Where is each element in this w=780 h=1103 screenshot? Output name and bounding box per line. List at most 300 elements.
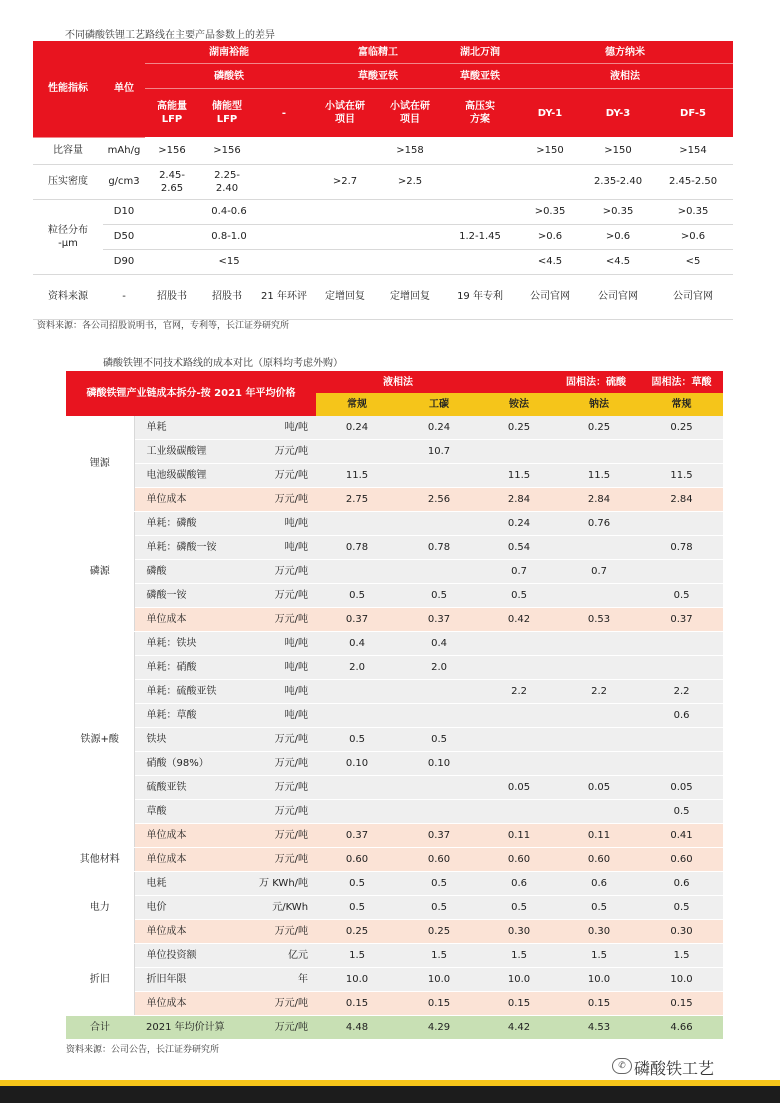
section-dep: 折旧 [66, 944, 134, 1016]
cell: >150 [517, 137, 583, 164]
row-unit: 万元/吨 [234, 560, 316, 584]
row-label: 单位成本 [134, 608, 234, 632]
group-liquid: 液相法 [316, 371, 480, 393]
cell: >0.6 [517, 224, 583, 249]
company-defang: 德方纳米 [517, 41, 733, 64]
cell: 粒径分布 -μm [33, 199, 103, 274]
row-unit: 亿元 [234, 944, 316, 968]
hdr-unit: 单位 [103, 41, 145, 137]
watermark: 磷酸铁工艺 [634, 1059, 715, 1078]
row-value [640, 752, 723, 776]
cell: >150 [583, 137, 653, 164]
row-value: 10.0 [316, 968, 398, 992]
cell: >156 [145, 137, 199, 164]
process-1: 磷酸铁 [145, 64, 313, 89]
row-value [558, 800, 640, 824]
row-unit: 吨/吨 [234, 512, 316, 536]
row-value [480, 752, 558, 776]
row-unit: 吨/吨 [234, 680, 316, 704]
row-value: 0.5 [316, 584, 398, 608]
row-value: 0.37 [398, 824, 480, 848]
cell: <15 [145, 249, 313, 274]
row-label: 工业级碳酸锂 [134, 440, 234, 464]
cell: 2.45-2.50 [653, 164, 733, 199]
row-label: 单耗：磷酸一铵 [134, 536, 234, 560]
cost-row [66, 632, 723, 656]
cell: <4.5 [517, 249, 583, 274]
row-value: 0.25 [480, 416, 558, 440]
row-value: 0.24 [480, 512, 558, 536]
cell: 2.45- 2.65 [145, 164, 199, 199]
process-2: 草酸亚铁 [313, 64, 443, 89]
cost-row [66, 584, 723, 608]
row-value [558, 536, 640, 560]
row-unit: 万元/吨 [234, 776, 316, 800]
row-d50 [33, 224, 733, 249]
row-unit: 万元/吨 [234, 824, 316, 848]
row-d10 [33, 199, 733, 224]
row-value: 0.6 [558, 872, 640, 896]
group-solid-oxalate: 固相法：草酸 [640, 371, 723, 393]
process-3: 草酸亚铁 [443, 64, 517, 89]
row-value: 2.2 [480, 680, 558, 704]
cell: 1.2-1.45 [443, 224, 517, 249]
row-value: 0.37 [640, 608, 723, 632]
row-unit: 万元/吨 [234, 584, 316, 608]
cost-row [66, 944, 723, 968]
cell: D10 [103, 199, 145, 224]
row-label: 单位成本 [134, 824, 234, 848]
product-6: 高压实 方案 [443, 89, 517, 138]
row-value: 0.5 [640, 800, 723, 824]
cost-row [66, 440, 723, 464]
table2-caption: 磷酸铁锂不同技术路线的成本对比（原料均考虑外购） [103, 358, 343, 369]
company-fulin: 富临精工 [313, 41, 443, 64]
row-value [640, 632, 723, 656]
cell: 公司官网 [583, 274, 653, 319]
row-value: 0.30 [640, 920, 723, 944]
row-label: 单耗：铁块 [134, 632, 234, 656]
row-unit: 吨/吨 [234, 536, 316, 560]
cost-row [66, 896, 723, 920]
row-value: 1.5 [558, 944, 640, 968]
row-value [480, 728, 558, 752]
row-value: 11.5 [316, 464, 398, 488]
row-value: 0.05 [480, 776, 558, 800]
cell: >0.35 [653, 199, 733, 224]
cell: 0.8-1.0 [145, 224, 313, 249]
table1-caption: 不同磷酸铁锂工艺路线在主要产品参数上的差异 [65, 30, 275, 41]
row-value: 0.15 [558, 992, 640, 1016]
cell: >0.35 [517, 199, 583, 224]
product-5: 小试在研 项目 [377, 89, 443, 138]
cost-row [66, 848, 723, 872]
row-label: 电耗 [134, 872, 234, 896]
row-label: 草酸 [134, 800, 234, 824]
route-2: 工碳 [398, 393, 480, 416]
cell: 0.4-0.6 [145, 199, 313, 224]
row-value: 2.0 [398, 656, 480, 680]
row-unit: 吨/吨 [234, 632, 316, 656]
row-value: 0.41 [640, 824, 723, 848]
total-value: 4.48 [316, 1016, 398, 1040]
cell: <4.5 [583, 249, 653, 274]
row-value: 0.78 [640, 536, 723, 560]
cost-table [66, 371, 723, 1039]
row-value: 0.5 [316, 896, 398, 920]
cell: D90 [103, 249, 145, 274]
cell: 定增回复 [313, 274, 377, 319]
row-unit: 万元/吨 [234, 488, 316, 512]
cell: 公司官网 [517, 274, 583, 319]
row-unit: 万元/吨 [234, 992, 316, 1016]
cell: g/cm3 [103, 164, 145, 199]
product-1: 高能量 LFP [145, 89, 199, 138]
row-unit: 元/KWh [234, 896, 316, 920]
route-5: 常规 [640, 393, 723, 416]
row-value: 0.6 [640, 872, 723, 896]
row-value [398, 680, 480, 704]
row-value: 0.53 [558, 608, 640, 632]
cost-row [66, 512, 723, 536]
row-value [316, 680, 398, 704]
route-1: 常规 [316, 393, 398, 416]
cell: 2.35-2.40 [583, 164, 653, 199]
row-unit: 万元/吨 [234, 728, 316, 752]
row-value: 0.7 [558, 560, 640, 584]
section-power: 电力 [66, 872, 134, 944]
row-value: 0.15 [480, 992, 558, 1016]
row-value [316, 512, 398, 536]
cost-row [66, 872, 723, 896]
row-value: 11.5 [640, 464, 723, 488]
cell: >154 [653, 137, 733, 164]
row-label: 单位成本 [134, 848, 234, 872]
row-value: 0.5 [398, 728, 480, 752]
row-value: 0.76 [558, 512, 640, 536]
wechat-icon: ✆ [612, 1058, 632, 1074]
row-unit: 万元/吨 [234, 464, 316, 488]
row-value [640, 440, 723, 464]
row-value: 11.5 [558, 464, 640, 488]
cost-row [66, 824, 723, 848]
row-value: 0.5 [398, 872, 480, 896]
row-label: 硫酸亚铁 [134, 776, 234, 800]
product-2: 储能型 LFP [199, 89, 255, 138]
row-value: 2.2 [558, 680, 640, 704]
row-unit: 吨/吨 [234, 656, 316, 680]
cell: 比容量 [33, 137, 103, 164]
row-value: 0.60 [398, 848, 480, 872]
table1-source: 资料来源：各公司招股说明书，官网，专利等，长江证券研究所 [37, 321, 290, 331]
row-unit: 万 KWh/吨 [234, 872, 316, 896]
row-label: 单耗：硫酸亚铁 [134, 680, 234, 704]
cell: 21 年环评 [255, 274, 313, 319]
row-value [316, 440, 398, 464]
row-value [558, 704, 640, 728]
row-value: 0.25 [316, 920, 398, 944]
row-value [398, 512, 480, 536]
cell: 招股书 [145, 274, 199, 319]
row-label: 单耗：草酸 [134, 704, 234, 728]
total-value: 4.42 [480, 1016, 558, 1040]
table2-title: 磷酸铁锂产业链成本拆分-按 2021 年平均价格 [66, 371, 316, 416]
row-value [480, 800, 558, 824]
row-value: 2.0 [316, 656, 398, 680]
cell: >0.6 [583, 224, 653, 249]
cell: D50 [103, 224, 145, 249]
cost-row [66, 728, 723, 752]
row-unit: 万元/吨 [234, 440, 316, 464]
cell: mAh/g [103, 137, 145, 164]
row-value: 0.05 [558, 776, 640, 800]
row-value: 2.2 [640, 680, 723, 704]
cost-row [66, 752, 723, 776]
row-value [480, 632, 558, 656]
row-label: 磷酸一铵 [134, 584, 234, 608]
cell: >158 [377, 137, 443, 164]
row-value [398, 560, 480, 584]
row-value [640, 728, 723, 752]
row-value: 0.25 [558, 416, 640, 440]
row-value: 0.6 [640, 704, 723, 728]
product-8: DY-3 [583, 89, 653, 138]
row-value: 0.15 [398, 992, 480, 1016]
row-value: 1.5 [398, 944, 480, 968]
total-label: 2021 年均价计算 [134, 1016, 234, 1040]
row-value [316, 776, 398, 800]
cost-row [66, 560, 723, 584]
section-p: 磷源 [66, 512, 134, 632]
group-solid-sulfate: 固相法：硫酸 [480, 371, 640, 393]
row-value: 0.15 [316, 992, 398, 1016]
cell: >0.35 [583, 199, 653, 224]
row-value [640, 560, 723, 584]
section-other: 其他材料 [66, 848, 134, 872]
process-4: 液相法 [517, 64, 733, 89]
row-value: 0.5 [398, 584, 480, 608]
row-value: 10.0 [558, 968, 640, 992]
total-value: 4.29 [398, 1016, 480, 1040]
cost-row [66, 680, 723, 704]
row-label: 单耗 [134, 416, 234, 440]
row-value: 1.5 [480, 944, 558, 968]
section-fe: 铁源+酸 [66, 632, 134, 848]
row-value [398, 704, 480, 728]
cell: 定增回复 [377, 274, 443, 319]
row-value: 0.5 [316, 872, 398, 896]
row-label: 单位投资额 [134, 944, 234, 968]
row-unit: 万元/吨 [234, 848, 316, 872]
row-value [558, 656, 640, 680]
cost-row [66, 704, 723, 728]
row-value: 0.11 [558, 824, 640, 848]
row-value: 0.10 [398, 752, 480, 776]
row-value: 0.6 [480, 872, 558, 896]
row-value: 0.30 [480, 920, 558, 944]
product-3: - [255, 89, 313, 138]
row-density [33, 164, 733, 199]
row-value: 0.11 [480, 824, 558, 848]
row-label: 电池级碳酸锂 [134, 464, 234, 488]
row-unit: 吨/吨 [234, 416, 316, 440]
row-value: 0.5 [640, 896, 723, 920]
cost-row [66, 656, 723, 680]
cell: 2.25- 2.40 [199, 164, 255, 199]
cell: >2.7 [313, 164, 377, 199]
product-7: DY-1 [517, 89, 583, 138]
row-value: 1.5 [316, 944, 398, 968]
product-4: 小试在研 项目 [313, 89, 377, 138]
row-unit: 万元/吨 [234, 920, 316, 944]
cell: 招股书 [199, 274, 255, 319]
row-value: 0.5 [558, 896, 640, 920]
route-3: 铵法 [480, 393, 558, 416]
row-value: 0.05 [640, 776, 723, 800]
company-hunan-yuneng: 湖南裕能 [145, 41, 313, 64]
cell: <5 [653, 249, 733, 274]
row-value [398, 464, 480, 488]
row-value: 0.60 [640, 848, 723, 872]
total-value: 4.66 [640, 1016, 723, 1040]
row-capacity [33, 137, 733, 164]
row-value: 0.25 [640, 416, 723, 440]
row-unit: 万元/吨 [234, 752, 316, 776]
row-unit: 万元/吨 [234, 800, 316, 824]
row-label: 铁块 [134, 728, 234, 752]
total-value: 4.53 [558, 1016, 640, 1040]
row-label: 磷酸 [134, 560, 234, 584]
cost-row [66, 416, 723, 440]
row-value [558, 752, 640, 776]
cost-row [66, 608, 723, 632]
row-value: 0.37 [316, 608, 398, 632]
row-value: 0.42 [480, 608, 558, 632]
row-value [398, 800, 480, 824]
row-unit: 年 [234, 968, 316, 992]
cost-row [66, 992, 723, 1016]
row-value [316, 704, 398, 728]
row-value: 0.78 [398, 536, 480, 560]
row-value: 0.24 [316, 416, 398, 440]
row-value: 0.25 [398, 920, 480, 944]
row-value: 10.0 [398, 968, 480, 992]
cell: >2.5 [377, 164, 443, 199]
row-value [316, 560, 398, 584]
row-label: 单耗：硝酸 [134, 656, 234, 680]
row-value: 0.5 [316, 728, 398, 752]
row-value: 0.4 [316, 632, 398, 656]
cost-row [66, 464, 723, 488]
row-value: 0.37 [398, 608, 480, 632]
cell: >156 [199, 137, 255, 164]
row-value: 2.84 [480, 488, 558, 512]
cell: - [103, 274, 145, 319]
cell: 资料来源 [33, 274, 103, 319]
row-value [558, 632, 640, 656]
row-value: 0.30 [558, 920, 640, 944]
cost-row [66, 536, 723, 560]
row-source [33, 274, 733, 319]
hdr-metric: 性能指标 [33, 41, 103, 137]
table2-source: 资料来源：公司公告，长江证券研究所 [66, 1045, 220, 1055]
row-d90 [33, 249, 733, 274]
total-row [66, 1016, 723, 1040]
row-value: 0.5 [398, 896, 480, 920]
row-label: 单耗：磷酸 [134, 512, 234, 536]
row-value [640, 656, 723, 680]
row-value: 0.78 [316, 536, 398, 560]
total-unit: 万元/吨 [234, 1016, 316, 1040]
row-value [558, 440, 640, 464]
cell: >0.6 [653, 224, 733, 249]
row-value: 2.56 [398, 488, 480, 512]
row-value [640, 512, 723, 536]
row-value: 0.4 [398, 632, 480, 656]
product-params-table [33, 41, 733, 320]
row-label: 单位成本 [134, 992, 234, 1016]
cost-row [66, 800, 723, 824]
row-value [480, 704, 558, 728]
row-label: 折旧年限 [134, 968, 234, 992]
row-value: 0.5 [480, 584, 558, 608]
row-value: 0.10 [316, 752, 398, 776]
row-value: 1.5 [640, 944, 723, 968]
row-value: 2.75 [316, 488, 398, 512]
row-value [480, 656, 558, 680]
row-unit: 吨/吨 [234, 704, 316, 728]
row-value: 0.60 [316, 848, 398, 872]
row-label: 电价 [134, 896, 234, 920]
row-value: 10.0 [480, 968, 558, 992]
cost-row [66, 920, 723, 944]
cost-row [66, 968, 723, 992]
footer-bar [0, 1080, 780, 1103]
row-label: 单位成本 [134, 488, 234, 512]
cost-row [66, 488, 723, 512]
row-value: 0.7 [480, 560, 558, 584]
section-li: 锂源 [66, 416, 134, 512]
cell: 压实密度 [33, 164, 103, 199]
row-label: 硝酸（98%） [134, 752, 234, 776]
row-value: 2.84 [558, 488, 640, 512]
row-value: 0.24 [398, 416, 480, 440]
row-value [558, 728, 640, 752]
row-unit: 万元/吨 [234, 608, 316, 632]
row-value: 0.60 [480, 848, 558, 872]
row-value: 2.84 [640, 488, 723, 512]
total-group: 合计 [66, 1016, 134, 1040]
route-4: 钠法 [558, 393, 640, 416]
row-value [480, 440, 558, 464]
row-label: 单位成本 [134, 920, 234, 944]
row-value: 0.5 [640, 584, 723, 608]
cost-row [66, 776, 723, 800]
row-value: 10.0 [640, 968, 723, 992]
row-value: 11.5 [480, 464, 558, 488]
product-9: DF-5 [653, 89, 733, 138]
row-value: 0.37 [316, 824, 398, 848]
row-value [398, 776, 480, 800]
row-value: 0.15 [640, 992, 723, 1016]
row-value: 0.60 [558, 848, 640, 872]
cell: 19 年专利 [443, 274, 517, 319]
row-value [558, 584, 640, 608]
row-value: 0.5 [480, 896, 558, 920]
row-value: 10.7 [398, 440, 480, 464]
cell: 公司官网 [653, 274, 733, 319]
row-value: 0.54 [480, 536, 558, 560]
